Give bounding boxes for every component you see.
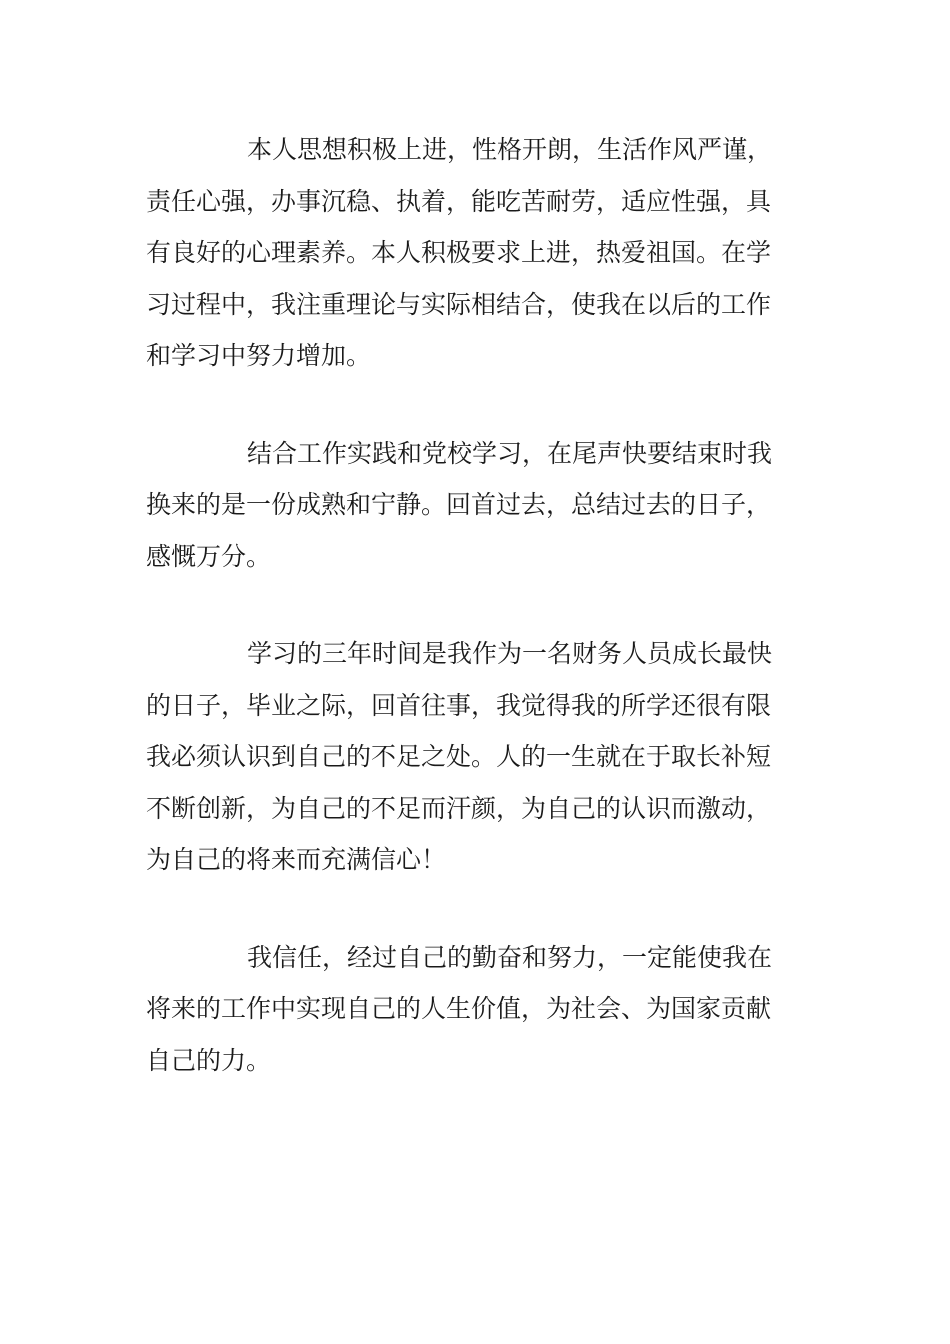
paragraph-3 [146, 628, 810, 886]
paragraph-line: 不断创新，为自己的不足而汗颜，为自己的认识而激动， [146, 793, 772, 823]
paragraph-line: 自己的力。 [146, 1045, 272, 1075]
paragraph-4 [146, 932, 810, 1087]
document-body [146, 124, 810, 1086]
paragraph-1 [146, 124, 810, 382]
paragraph-line: 和学习中努力增加。 [146, 341, 372, 370]
paragraph-line: 为自己的将来而充满信心！ [146, 845, 447, 874]
paragraph-line: 有良好的心理素养。本人积极要求上进，热爱祖国。在学 [146, 238, 772, 267]
paragraph-line: 结合工作实践和党校学习，在尾声快要结束时我 [247, 438, 773, 468]
paragraph-line: 本人思想积极上进，性格开朗，生活作风严谨， [247, 135, 773, 164]
paragraph-line: 感慨万分。 [146, 541, 272, 571]
paragraph-2 [146, 428, 810, 583]
paragraph-line: 学习的三年时间是我作为一名财务人员成长最快 [247, 639, 773, 668]
paragraph-line: 我必须认识到自己的不足之处。人的一生就在于取长补短 [146, 742, 772, 771]
paragraph-line: 将来的工作中实现自己的人生价值，为社会、为国家贡献 [146, 994, 772, 1023]
paragraph-line: 责任心强，办事沉稳、执着，能吃苦耐劳，适应性强，具 [146, 186, 772, 216]
paragraph-line: 习过程中，我注重理论与实际相结合，使我在以后的工作 [146, 289, 772, 319]
paragraph-line: 换来的是一份成熟和宁静。回首过去，总结过去的日子， [146, 490, 772, 519]
paragraph-line: 我信任，经过自己的勤奋和努力，一定能使我在 [247, 942, 773, 972]
paragraph-line: 的日子，毕业之际，回首往事，我觉得我的所学还很有限 [146, 690, 772, 720]
